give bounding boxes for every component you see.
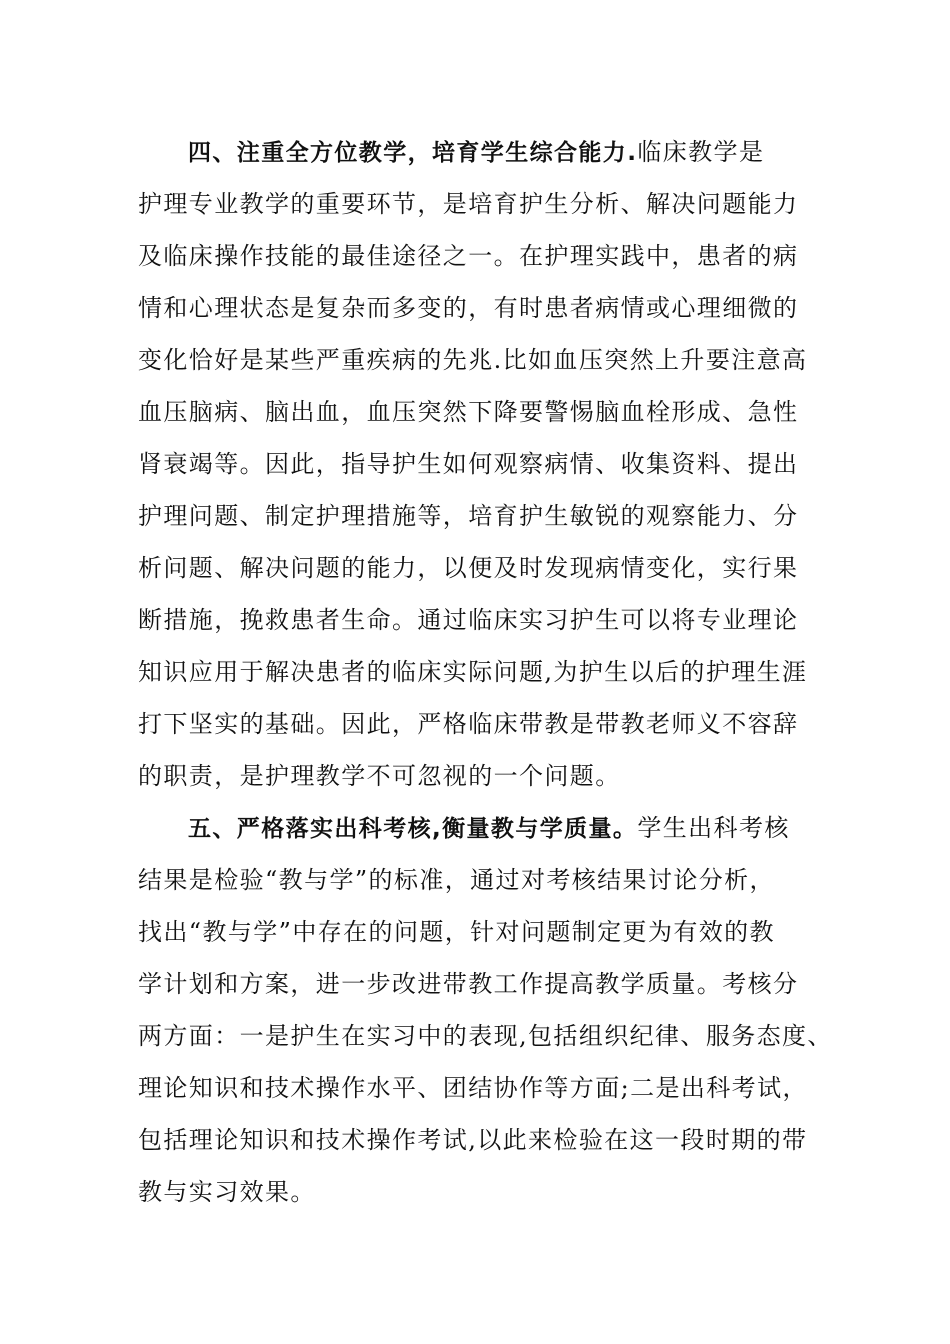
section5-line: 两方面：一是护生在实习中的表现,包括组织纪律、服务态度、 (138, 1022, 833, 1050)
section4-first-line-text: 临床教学是 (637, 138, 765, 166)
document-body (138, 126, 833, 1218)
section4-line: 肾衰竭等。因此，指导护生如何观察病情、收集资料、提出 (138, 450, 799, 478)
section4-line: 的职责，是护理教学不可忽视的一个问题。 (138, 762, 621, 790)
section5-first-line (138, 802, 828, 854)
section4-line: 情和心理状态是复杂而多变的，有时患者病情或心理细微的 (138, 294, 799, 322)
section5-line: 找出“教与学”中存在的问题，针对问题制定更为有效的教 (138, 918, 775, 946)
section4-line: 知识应用于解决患者的临床实际问题,为护生以后的护理生涯 (138, 658, 808, 686)
section5-first-line-text: 学生出科考核 (637, 814, 790, 842)
section5-line: 包括理论知识和技术操作考试,以此来检验在这一段时期的带 (138, 1126, 808, 1154)
section4-line: 护理问题、制定护理措施等，培育护生敏锐的观察能力、分 (138, 502, 799, 530)
section4-line: 打下坚实的基础。因此，严格临床带教是带教老师义不容辞 (138, 710, 799, 738)
section5-line: 理论知识和技术操作水平、团结协作等方面;二是出科考试， (138, 1074, 808, 1102)
section4-line: 护理专业教学的重要环节，是培育护生分析、解决问题能力 (138, 190, 799, 218)
section5-heading: 五、严格落实出科考核,衡量教与学质量。 (188, 816, 638, 842)
section4-heading: 四、注重全方位教学，培育学生综合能力. (188, 140, 638, 166)
section4-line: 及临床操作技能的最佳途径之一。在护理实践中，患者的病 (138, 242, 799, 270)
section5-line: 学计划和方案，进一步改进带教工作提高教学质量。考核分 (138, 970, 799, 998)
section4-line: 血压脑病、脑出血，血压突然下降要警惕脑血栓形成、急性 (138, 398, 799, 426)
section4-line: 变化恰好是某些严重疾病的先兆.比如血压突然上升要注意高 (138, 346, 808, 374)
section5-line: 结果是检验“教与学”的标准，通过对考核结果讨论分析， (138, 866, 775, 894)
section4-line: 断措施，挽救患者生命。通过临床实习护生可以将专业理论 (138, 606, 799, 634)
section5-line: 教与实习效果。 (138, 1178, 316, 1206)
section4-first-line (138, 126, 828, 178)
section4-line: 析问题、解决问题的能力，以便及时发现病情变化，实行果 (138, 554, 799, 582)
